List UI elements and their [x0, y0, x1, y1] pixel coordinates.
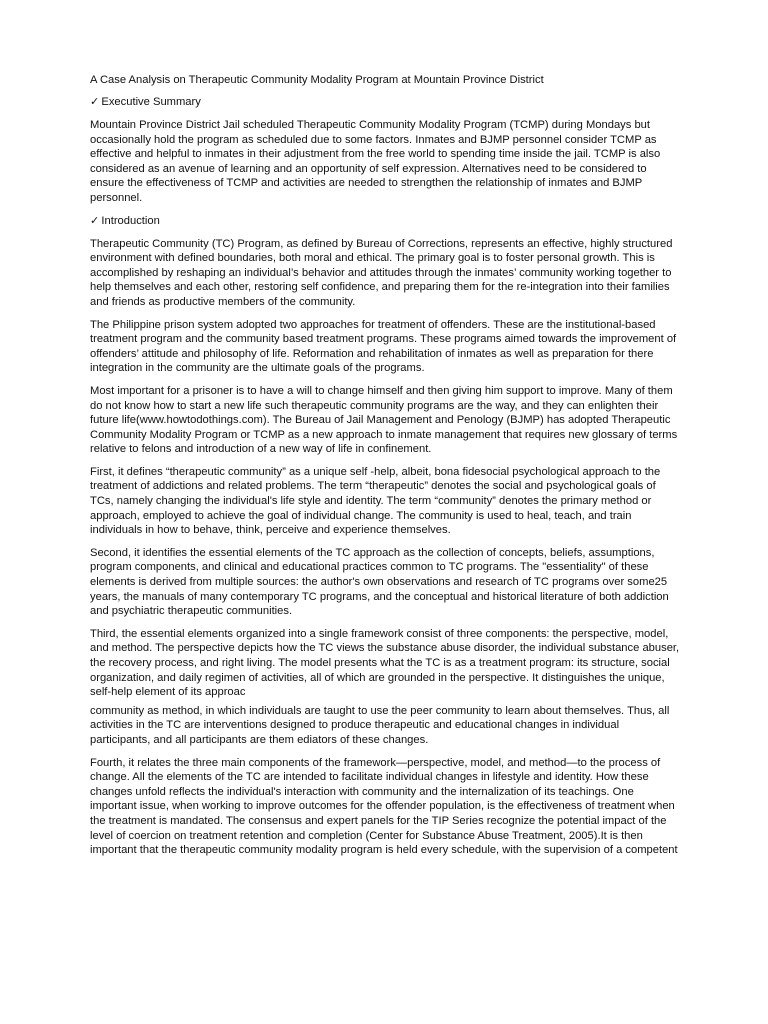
paragraph-intro-7: community as method, in which individuals are taught to use the peer community to learn about themselves. Thus, all activities in the TC are interventions designed to produce therapeutic and educational changes in individual participants, and all participants are them ediators of these changes. — [90, 704, 670, 746]
paragraph-intro-1: Therapeutic Community (TC) Program, as defined by Bureau of Corrections, represents an effective, highly structured environment with defined boundaries, both moral and ethical. The primary goal is to foster personal growth. This is accomplished by reshaping an individual’s behavior and attitudes through the inmates’ community working together to help themselves and each other, restoring self confidence, and preparing them for the re-integration into their families and friends as productive members of the community. — [90, 237, 673, 308]
document-title: A Case Analysis on Therapeutic Community Modality Program at Mountain Province District — [90, 74, 544, 86]
paragraph-intro-8: Fourth, it relates the three main components of the framework—perspective, model, and method—to the process of change. All the elements of the TC are intended to facilitate individual changes in lifestyle and identity. How these changes unfold reflects the individual's interaction with community and the internalization of its teachings. One important issue, when working to improve outcomes for the offender population, is the effectiveness of treatment when the treatment is mandated. The consensus and expert panels for the TIP Series recognize the potential impact of the level of coercion on treatment retention and completion (Center for Substance Abuse Treatment, 2005).It is then important that the therapeutic community modality program is held every schedule, with the supervision of a competent — [90, 756, 678, 857]
checkmark-icon: ✓ — [90, 214, 100, 227]
paragraph-intro-2: The Philippine prison system adopted two approaches for treatment of offenders. These are the institutional-based treatment program and the community based treatment programs. These programs aimed towards the improvement of offenders’ attitude and philosophy of life. Reformation and rehabilitation of inmates as well as preparation for there integration in the community are the ultimate goals of the programs. — [90, 318, 677, 375]
section-heading-label: Executive Summary — [101, 96, 201, 108]
section-heading-executive-summary — [90, 95, 680, 110]
paragraph-executive-summary: Mountain Province District Jail scheduled Therapeutic Community Modality Program (TCMP) during Mondays but occasionally hold the program as scheduled due to some factors. Inmates and BJMP personnel consider TCMP as effective and helpful to inmates in their adjustment from the free world to spending time inside the jail. TCMP is also considered as an avenue of learning and an opportunity of self expression. Alternatives need to be considered to ensure the effectiveness of TCMP and activities are needed to strengthen the relationship of inmates and BJMP personnel. — [90, 119, 661, 204]
paragraph-intro-4: First, it defines “therapeutic community” as a unique self -help, albeit, bona fidesocial psychological approach to the treatment of addictions and related problems. The term “therapeutic” denotes the social and psychological goals of TCs, namely changing the individual's life style and identity. The term “community” denotes the primary method or approach, employed to achieve the goal of individual change. The community is used to heal, teach, and train individuals in how to behave, think, perceive and experience themselves. — [90, 465, 661, 537]
section-heading-label: Introduction — [101, 214, 160, 227]
checkmark-icon: ✓ — [90, 96, 100, 108]
paragraph-intro-6: Third, the essential elements organized into a single framework consist of three components: the perspective, model, and method. The perspective depicts how the TC views the substance abuse disorder, the individual substance abuser, the recovery process, and right living. The model presents what the TC is as a treatment program: its structure, social organization, and daily regimen of activities, all of which are grounded in the perspective. It distinguishes the unique, self-help element of its approac — [90, 627, 680, 699]
paragraph-intro-5: Second, it identifies the essential elements of the TC approach as the collection of concepts, beliefs, assumptions, program components, and clinical and educational practices common to TC programs. The "essentiality" of these elements is derived from multiple sources: the author's own observations and research of TC programs over some25 years, the manuals of many contemporary TC programs, and the conceptual and historical literature of both addiction and psychiatric therapeutic communities. — [90, 546, 669, 618]
section-heading-introduction — [90, 214, 680, 229]
paragraph-intro-3: Most important for a prisoner is to have a will to change himself and then giving him support to improve. Many of them do not know how to start a new life such therapeutic community programs are the way, and they can enlighten their future life(www.howtodothings.com). The Bureau of Jail Management and Penology (BJMP) has adopted Therapeutic Community Modality Program or TCMP as a new approach to inmate management that requires new glossary of terms relative to felons and introduction of a new way of life in confinement. — [90, 384, 678, 456]
